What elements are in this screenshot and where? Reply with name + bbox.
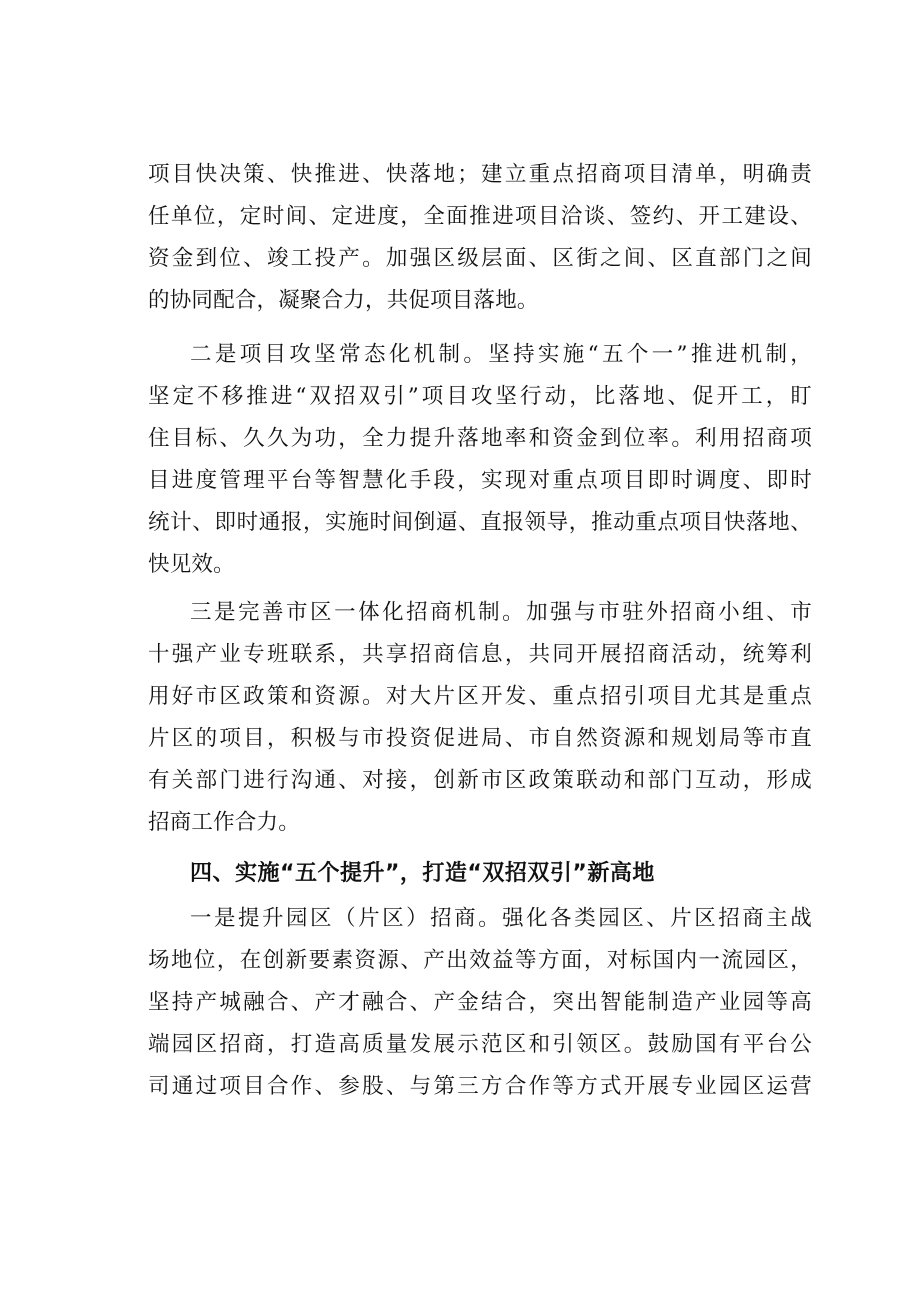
text-line: 快见效。 [148,552,235,577]
text-line: 一是提升园区（片区）招商。强化各类园区、片区招商主战 [190,906,812,931]
paragraph-project-attack-mechanism [148,334,812,586]
text-line: 的协同配合，凝聚合力，共促项目落地。 [148,288,539,313]
text-line: 片区的项目，积极与市投资促进局、市自然资源和规划局等市直 [148,726,812,751]
paragraph-project-decision [148,154,812,322]
text-line: 统计、即时通报，实施时间倒逼、直报领导，推动重点项目快落地、 [148,510,812,535]
text-line: 用好市区政策和资源。对大片区开发、重点招引项目尤其是重点 [148,684,812,709]
text-line: 资金到位、竣工投产。加强区级层面、区街之间、区直部门之间 [148,246,812,271]
text-line: 二是项目攻坚常态化机制。坚持实施“五个一”推进机制， [190,342,812,367]
text-line: 三是完善市区一体化招商机制。加强与市驻外招商小组、市 [190,600,812,625]
text-line: 招商工作合力。 [148,810,300,835]
section-heading: 四、实施“五个提升”，打造“双招双引”新高地 [190,861,655,886]
text-line: 坚定不移推进“双招双引”项目攻坚行动，比落地、促开工，盯 [148,384,812,409]
text-line: 坚持产城融合、产才融合、产金结合，突出智能制造产业园等高 [148,990,812,1015]
text-line: 住目标、久久为功，全力提升落地率和资金到位率。利用招商项 [148,426,812,451]
text-line: 目进度管理平台等智慧化手段，实现对重点项目即时调度、即时 [148,468,812,493]
text-line: 任单位，定时间、定进度，全面推进项目洽谈、签约、开工建设、 [148,204,812,229]
text-line: 场地位，在创新要素资源、产出效益等方面，对标国内一流园区， [148,948,812,973]
text-line: 司通过项目合作、参股、与第三方合作等方式开展专业园区运营 [148,1074,812,1099]
text-line: 端园区招商，打造高质量发展示范区和引领区。鼓励国有平台公 [148,1032,812,1057]
paragraph-park-investment [148,898,812,1108]
paragraph-city-district-integration [148,592,812,844]
text-line: 有关部门进行沟通、对接，创新市区政策联动和部门互动，形成 [148,768,812,793]
text-line: 十强产业专班联系，共享招商信息，共同开展招商活动，统筹利 [148,642,812,667]
text-line: 项目快决策、快推进、快落地；建立重点招商项目清单，明确责 [148,162,812,187]
